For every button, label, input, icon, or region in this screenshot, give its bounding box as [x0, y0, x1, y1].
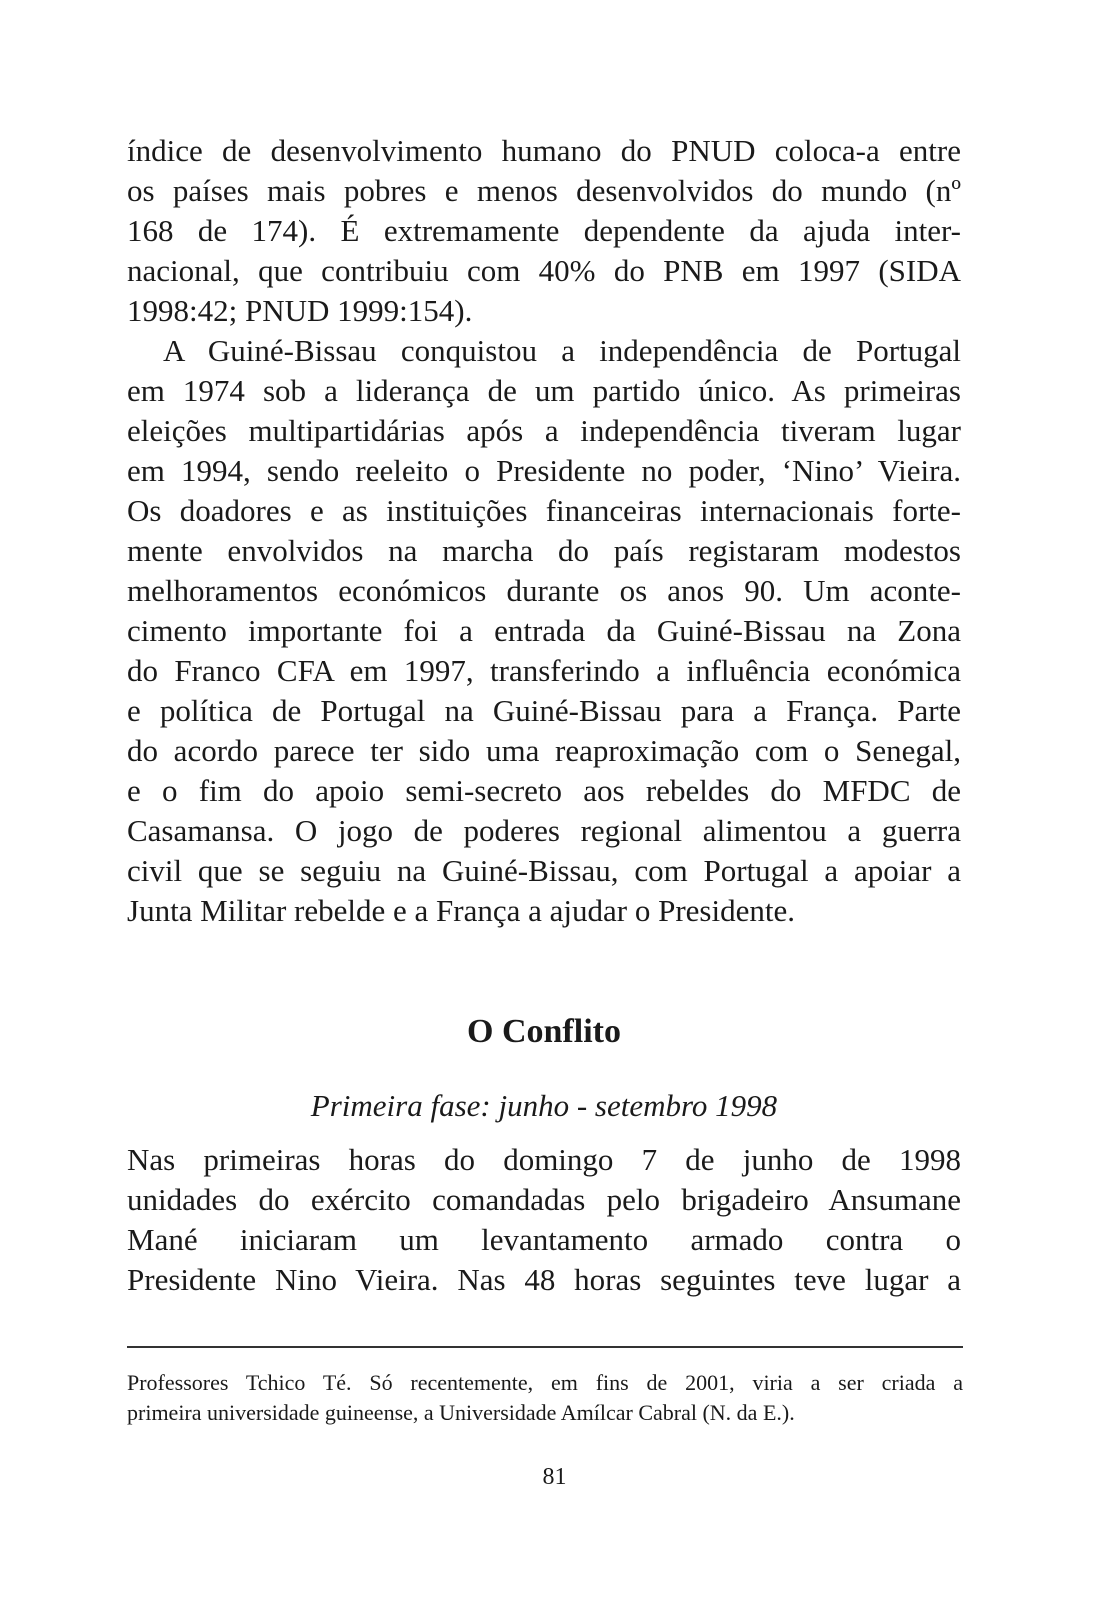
text-line: Mané iniciaram um levantamento armado contra o — [127, 1222, 961, 1257]
text-line: Os doadores e as instituições financeiras internacionais forte- — [127, 493, 961, 528]
text-line: Presidente Nino Vieira. Nas 48 horas seguintes teve lugar a — [127, 1262, 961, 1297]
section-heading: O Conflito — [467, 1013, 621, 1050]
text-line: eleições multipartidárias após a independência tiveram lugar — [127, 413, 961, 448]
footnote-divider — [127, 1346, 963, 1348]
text-line: civil que se seguiu na Guiné-Bissau, com Portugal a apoiar a — [127, 853, 961, 888]
footnote-line: primeira universidade guineense, a Universidade Amílcar Cabral (N. da E.). — [127, 1400, 795, 1425]
text-line: melhoramentos económicos durante os anos 90. Um aconte- — [127, 573, 961, 608]
text-line: índice de desenvolvimento humano do PNUD coloca-a entre — [127, 133, 961, 168]
footnote-line: Professores Tchico Té. Só recentemente, em fins de 2001, viria a ser criada a — [127, 1370, 963, 1395]
page-number: 81 — [542, 1464, 567, 1490]
text-line: Junta Militar rebelde e a França a ajudar o Presidente. — [127, 893, 795, 928]
section-subheading: Primeira fase: junho - setembro 1998 — [310, 1088, 778, 1123]
text-line: e política de Portugal na Guiné-Bissau para a França. Parte — [127, 693, 961, 728]
text-line: Casamansa. O jogo de poderes regional alimentou a guerra — [127, 813, 961, 848]
text-line: 1998:42; PNUD 1999:154). — [127, 293, 473, 328]
text-line: do acordo parece ter sido uma reaproximação com o Senegal, — [127, 733, 961, 768]
text-line: unidades do exército comandadas pelo brigadeiro Ansumane — [127, 1182, 961, 1217]
text-line: e o fim do apoio semi-secreto aos rebeldes do MFDC de — [127, 773, 961, 808]
text-line: A Guiné-Bissau conquistou a independência de Portugal — [163, 333, 961, 368]
text-line: em 1994, sendo reeleito o Presidente no poder, ‘Nino’ Vieira. — [127, 453, 961, 488]
text-line: 168 de 174). É extremamente dependente da ajuda inter- — [127, 213, 961, 248]
text-line: mente envolvidos na marcha do país registaram modestos — [127, 533, 961, 568]
text-line: cimento importante foi a entrada da Guiné-Bissau na Zona — [127, 613, 961, 648]
text-line: Nas primeiras horas do domingo 7 de junho de 1998 — [127, 1142, 961, 1177]
text-line: os países mais pobres e menos desenvolvidos do mundo (nº — [127, 173, 961, 208]
text-line: nacional, que contribuiu com 40% do PNB em 1997 (SIDA — [127, 253, 961, 288]
text-line: do Franco CFA em 1997, transferindo a influência económica — [127, 653, 961, 688]
text-line: em 1974 sob a liderança de um partido único. As primeiras — [127, 373, 961, 408]
